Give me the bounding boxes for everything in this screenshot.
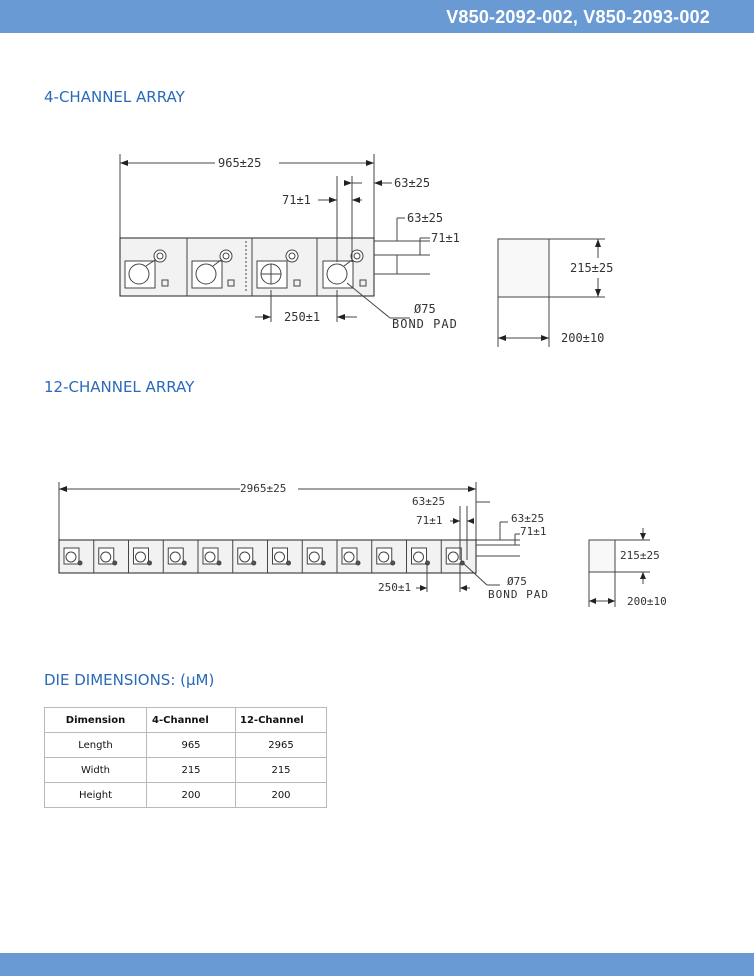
table-cell: 965 [147, 733, 236, 758]
pad-circle [309, 552, 319, 562]
die-dimensions-table [44, 707, 327, 808]
channel-pad [134, 548, 149, 564]
table-row [45, 758, 327, 783]
pad-pitch-v-label: 71±1 [431, 231, 460, 245]
pad-circle [448, 552, 458, 562]
bond-pad-dot [321, 561, 325, 565]
pad-offset-v-label-12: 63±25 [511, 512, 545, 525]
table-row [45, 733, 327, 758]
channel-pad [273, 548, 288, 564]
channel-pitch-label-12: 250±1 [378, 581, 412, 594]
bond-pad-dot [113, 561, 117, 565]
channel-pad [168, 548, 183, 564]
channel-pad [99, 548, 114, 564]
table-cell: Width [45, 758, 147, 783]
table-cell: 215 [147, 758, 236, 783]
table-row [45, 783, 327, 808]
channel-pad [446, 548, 461, 564]
bond-pad-dot [78, 561, 82, 565]
pad-offset-label-12: 63±25 [412, 495, 446, 508]
table-cell: Length [45, 733, 147, 758]
channel-pad [307, 548, 322, 564]
bond-pad-dot [252, 561, 256, 565]
table-header-cell: 12-Channel [236, 708, 327, 733]
part-numbers-title: V850-2092-002, V850-2093-002 [446, 7, 710, 27]
length-label-12: 2965±25 [240, 482, 287, 495]
table-header-cell: 4-Channel [147, 708, 236, 733]
pad-circle [240, 552, 250, 562]
table-cell: 215 [236, 758, 327, 783]
pad-pitch-label-12: 71±1 [416, 514, 443, 527]
width-label-12: 215±25 [620, 549, 660, 562]
channel-pad [203, 548, 218, 564]
pad-circle [136, 552, 146, 562]
channel-pad [238, 548, 253, 564]
channel-pad [64, 548, 79, 564]
pad-circle [275, 552, 285, 562]
header-bar [0, 0, 754, 33]
bond-pad-dot [148, 561, 152, 565]
channel-pad [412, 548, 427, 564]
pad-circle [205, 552, 215, 562]
channel-pitch-label: 250±1 [284, 310, 321, 324]
pad-circle [101, 552, 111, 562]
pad-pitch-v-label-12: 71±1 [520, 525, 547, 538]
footer-bar [0, 953, 754, 976]
pad-pitch-label: 71±1 [282, 193, 311, 207]
pad-circle [66, 552, 76, 562]
pad-diameter-label: Ø75 [414, 302, 436, 316]
bond-pad-dot [287, 561, 291, 565]
table-header-cell: Dimension [45, 708, 147, 733]
bond-pad-label: BOND PAD [392, 317, 458, 331]
bond-pad-label-12: BOND PAD [488, 588, 549, 601]
bond-pad-dot [356, 561, 360, 565]
pad-circle [170, 552, 180, 562]
height-label-12: 200±10 [627, 595, 667, 608]
table-header-row [45, 708, 327, 733]
twelve-channel-title: 12-CHANNEL ARRAY [44, 378, 195, 396]
bond-pad-dot [460, 561, 464, 565]
length-label: 965±25 [215, 156, 264, 170]
width-label: 215±25 [570, 261, 614, 275]
pad-circle [414, 552, 424, 562]
bond-pad-dot [217, 561, 221, 565]
die-dimensions-title: DIE DIMENSIONS: (µM) [44, 671, 215, 689]
channel-pad [377, 548, 392, 564]
table-cell: 2965 [236, 733, 327, 758]
four-channel-title: 4-CHANNEL ARRAY [44, 88, 185, 106]
pad-circle [379, 552, 389, 562]
pad-offset-v-label: 63±25 [407, 211, 444, 225]
height-label: 200±10 [561, 331, 605, 345]
pad-offset-label: 63±25 [394, 176, 431, 190]
pad-diameter-label-12: Ø75 [507, 575, 527, 588]
pad-circle [344, 552, 354, 562]
table-cell: 200 [236, 783, 327, 808]
table-cell: 200 [147, 783, 236, 808]
channel-pad [342, 548, 357, 564]
table-cell: Height [45, 783, 147, 808]
bond-pad-dot [391, 561, 395, 565]
bond-pad-dot [426, 561, 430, 565]
bond-pad-dot [182, 561, 186, 565]
